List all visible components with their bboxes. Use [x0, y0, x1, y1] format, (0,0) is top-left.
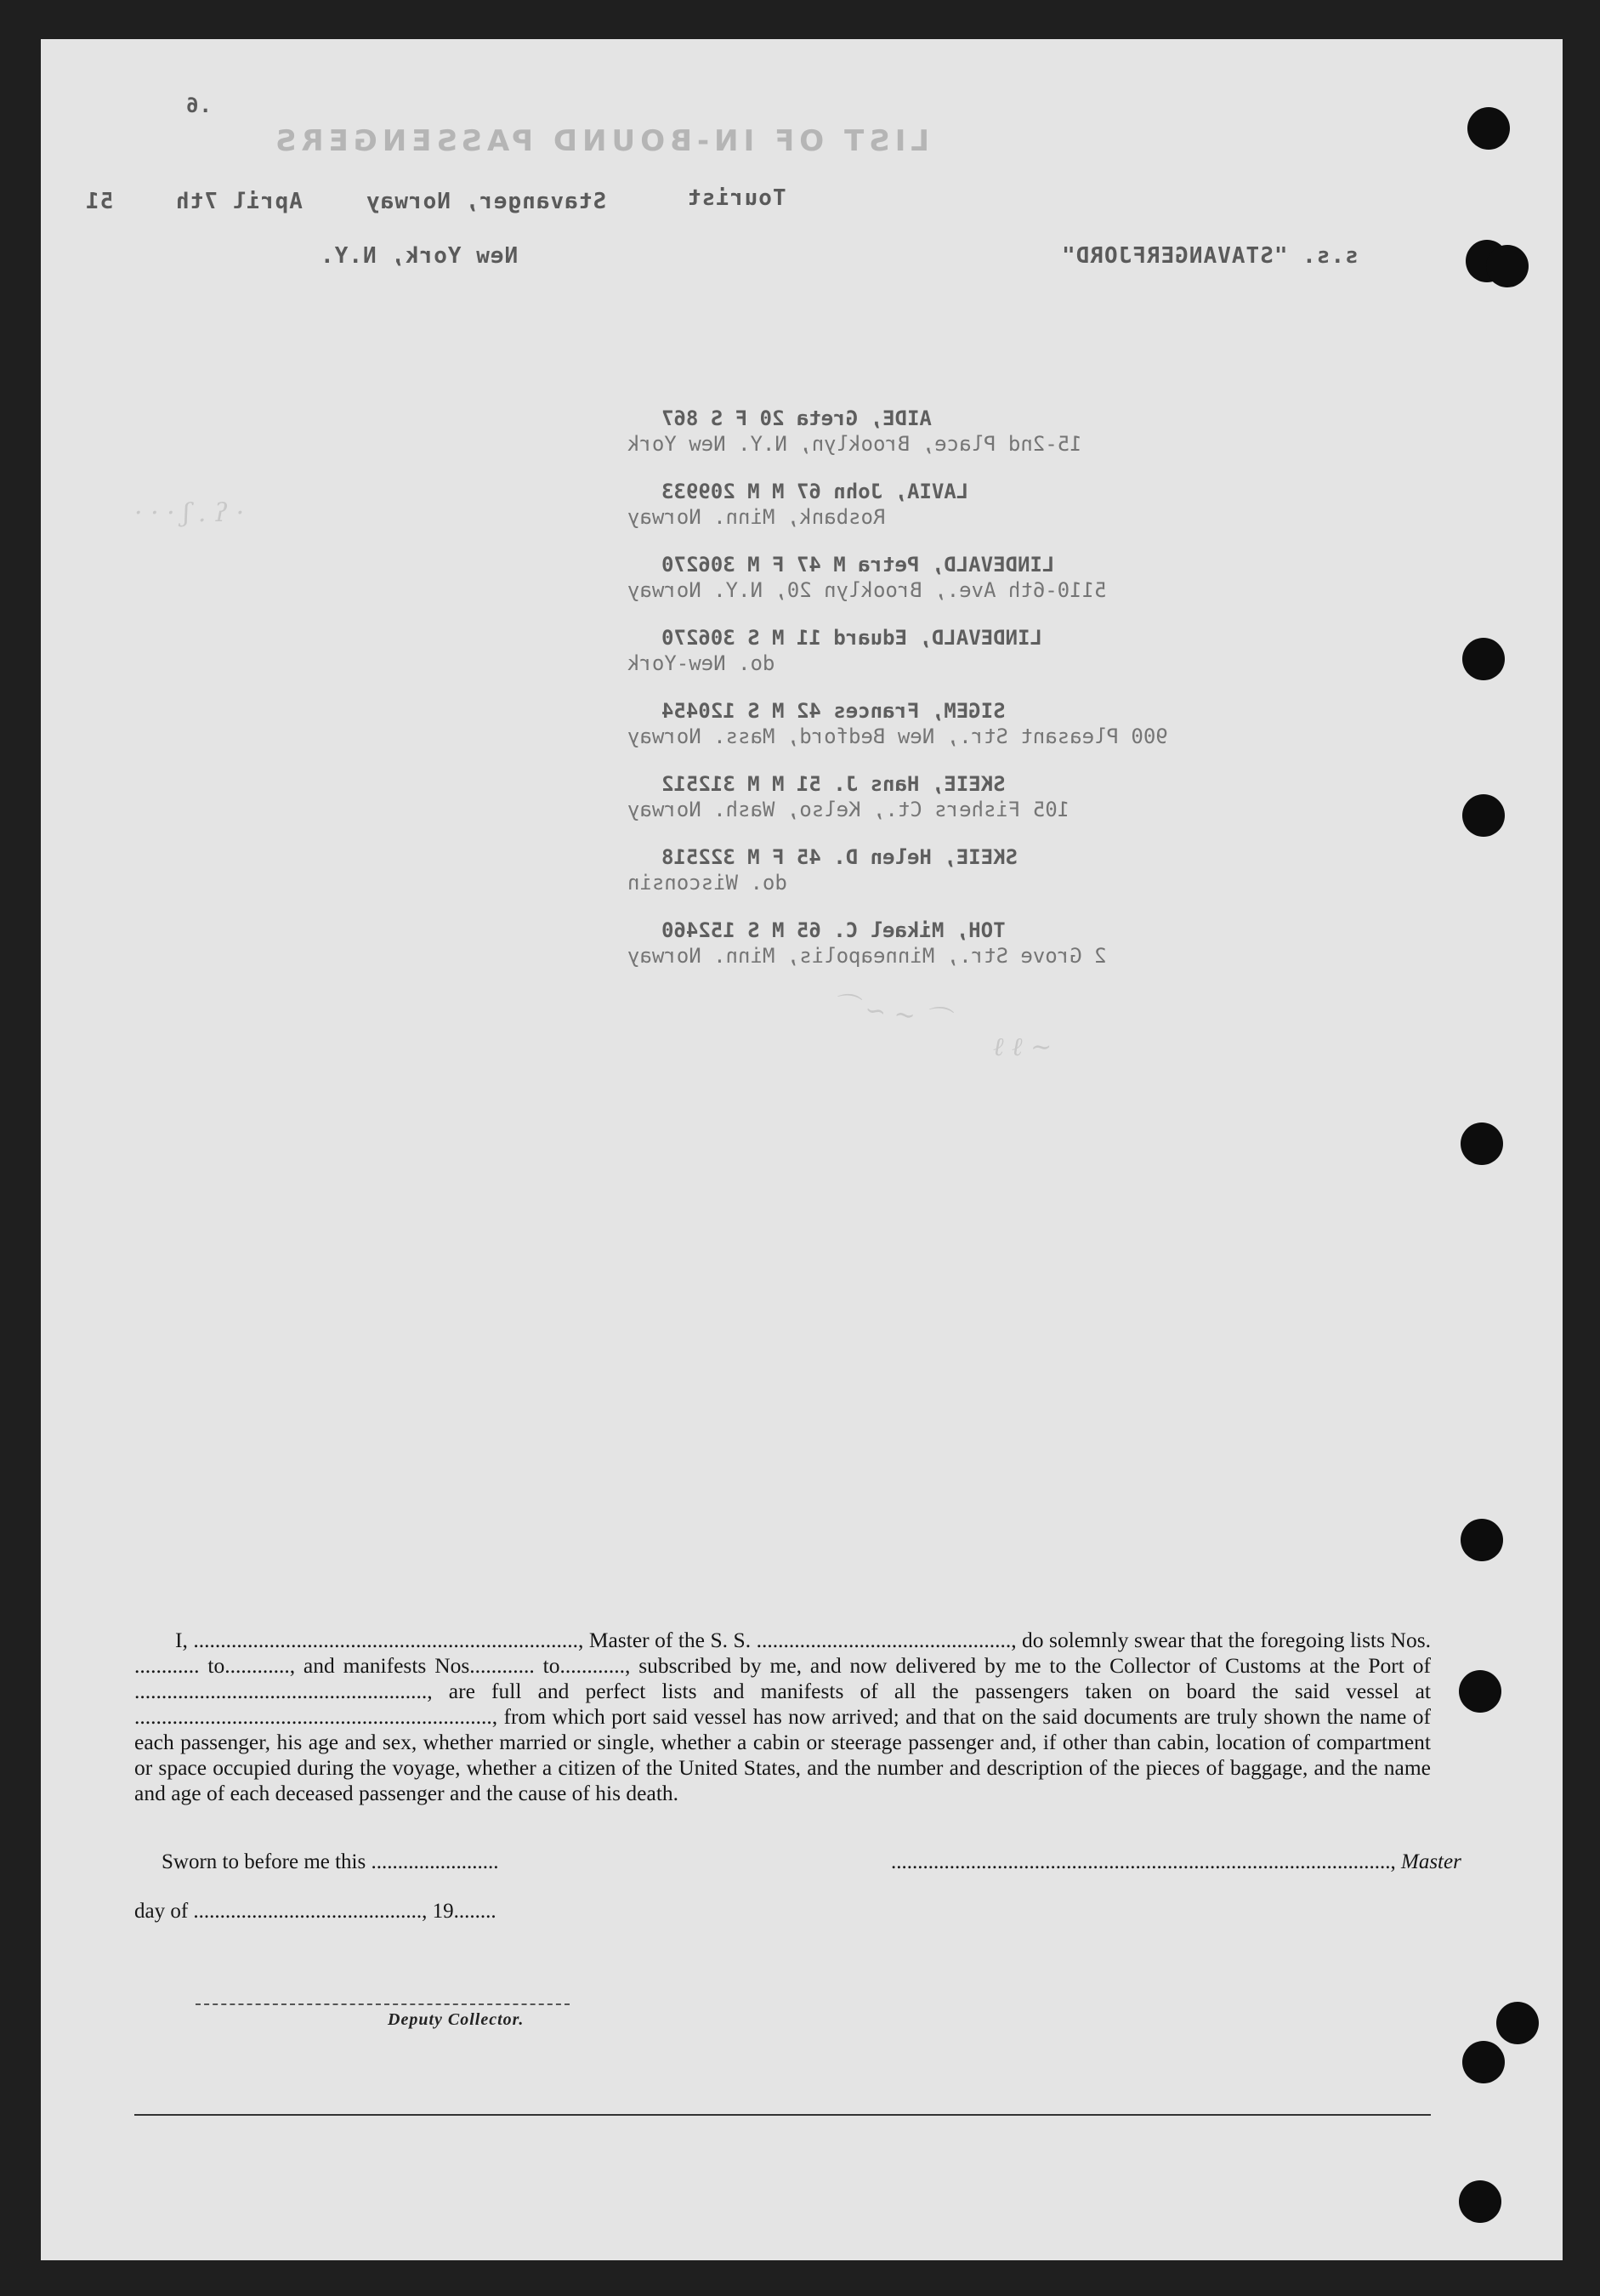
header-port: Stavanger, Norway [366, 189, 607, 214]
header-num: 51 [85, 189, 114, 214]
punch-hole [1462, 2041, 1505, 2083]
passenger-entry [41, 772, 1563, 832]
day-line: day of ..........................................., 19........ [134, 1900, 496, 1923]
passenger-address: do. New-York [627, 651, 775, 675]
punch-hole [1459, 2180, 1501, 2223]
header-destination: New York, N.Y. [320, 243, 519, 269]
oath-text: I, ......................................................................., Master of the S. S. ..............................................., do solemnly swear that the foregoing lists Nos. ............ to............, and manifests Nos............ to............, subscribed by me, and now delivered by me to the Collector of Customs at the Port of ......................................................, are full and perfect lists and manifests of all the passengers taken on board the said vessel at .................................................................., from which port said vessel has now arrived; and that on the said documents are truly shown the name of each passenger, his age and sex, whether married or single, whether a cabin or steerage passenger and, if other than cabin, location of compartment or space occupied during the voyage, whether a citizen of the United States, and the number and description of the pieces of baggage, and the name and age of each deceased passenger and the cause of his death. [134, 1628, 1431, 1805]
passenger-entry [41, 480, 1563, 539]
header-class: Tourist [687, 185, 786, 211]
deputy-collector-label: Deputy Collector. [388, 2010, 525, 2029]
passenger-address: 105 Fishers Ct., Kelso, Wash. Norway [627, 798, 1070, 821]
pencil-mark: · · · ʃ . ʔ · [134, 498, 245, 528]
corner-mark: .6 [185, 94, 212, 117]
header-date: April 7th [175, 189, 303, 214]
passenger-line: LAVIA, John 67 M M 209933 [661, 480, 969, 503]
punch-hole [1461, 1122, 1503, 1165]
sworn-line: Sworn to before me this ........................ [162, 1850, 499, 1873]
bottom-rule [134, 2114, 1431, 2116]
passenger-line: SKEIE, Helen D. 45 F M 322518 [661, 845, 1018, 869]
passenger-entry [41, 845, 1563, 905]
passenger-line: SKEIE, Hans J. 51 M M 312512 [661, 772, 1006, 796]
master-label: Master [1401, 1850, 1461, 1873]
pencil-mark: ⌒ ∽ ∼ ⌒ [829, 990, 951, 1037]
master-signature-line [891, 1850, 1461, 1874]
deputy-signature-line [196, 2003, 570, 2005]
passenger-line: LINDEVALD, Petra M 47 F M 306270 [661, 553, 1055, 577]
passenger-entry [41, 699, 1563, 759]
passenger-address: 5110-6th Ave., Brooklyn 20, N.Y. Norway [627, 578, 1107, 602]
punch-hole [1459, 1670, 1501, 1713]
oath-paragraph [134, 1628, 1431, 1806]
passenger-line: LINDEVALD, Eduard 11 M S 306270 [661, 626, 1042, 650]
manifest-page [41, 39, 1563, 2260]
punch-hole [1486, 245, 1529, 287]
master-dots: .............................................................................................., [891, 1850, 1396, 1873]
passenger-line: SIGEM, Frances 42 M S 120454 [661, 699, 1006, 723]
passenger-address: Rosbank, Minn. Norway [627, 505, 886, 529]
punch-hole [1467, 107, 1510, 150]
passenger-entry [41, 918, 1563, 978]
passenger-line: TOH, Mikael C. 65 M S 152460 [661, 918, 1006, 942]
passenger-address: 15-2nd Place, Brooklyn, N.Y. New York [627, 432, 1082, 456]
passenger-address: do. Wisconsin [627, 871, 787, 895]
passenger-line: AIDE, Greta 20 F S 867 [661, 406, 932, 430]
punch-hole [1496, 2002, 1539, 2044]
passenger-address: 2 Grove Str., Minneapolis, Minn. Norway [627, 944, 1107, 968]
passenger-entry [41, 553, 1563, 612]
passenger-entry [41, 626, 1563, 685]
punch-hole [1461, 1519, 1503, 1561]
passenger-entry [41, 406, 1563, 466]
ghost-title: LIST OF IN-BOUND PASSENGERS [270, 124, 929, 158]
pencil-mark: ℓ ℓ ∼ [993, 1032, 1052, 1062]
passenger-address: 900 Pleasant Str., New Bedford, Mass. Norway [627, 725, 1168, 748]
header-ship: s.s. "STAVANGERFJORD" [1061, 243, 1359, 269]
